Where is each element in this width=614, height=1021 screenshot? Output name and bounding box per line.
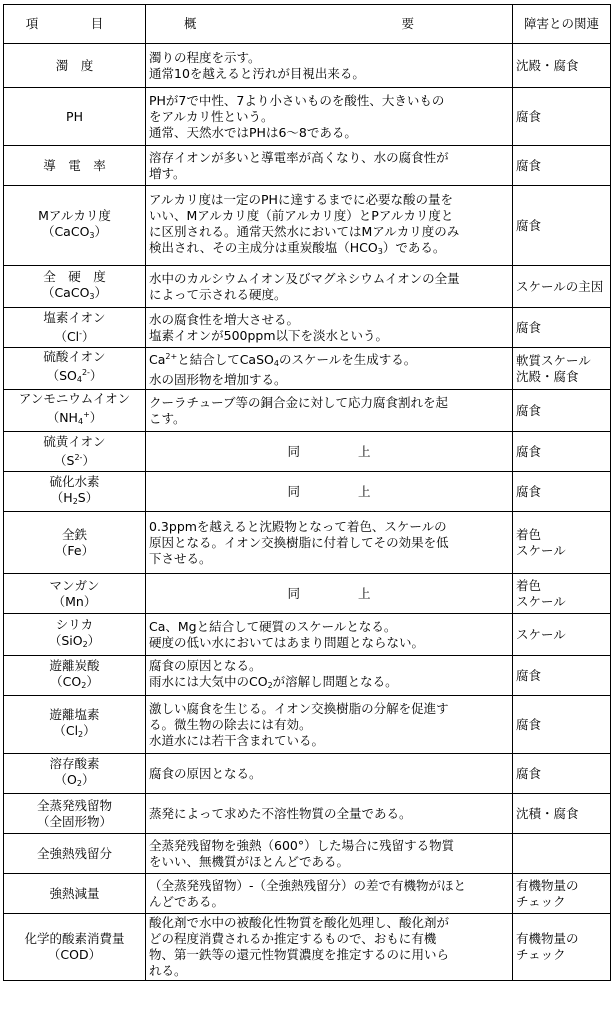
cell-item: 全蒸発残留物 （全固形物） bbox=[4, 794, 146, 834]
cell-item: 全 硬 度 （CaCO$_3$） bbox=[4, 266, 146, 308]
table-row bbox=[4, 696, 611, 754]
cell-harm: 腐食 bbox=[513, 146, 611, 186]
table-row bbox=[4, 794, 611, 834]
cell-summary: 水中のカルシウムイオン及びマグネシウムイオンの全量 によって示される硬度。 bbox=[146, 266, 513, 308]
cell-harm: 有機物量の チェック bbox=[513, 874, 611, 914]
cell-harm: 有機物量の チェック bbox=[513, 914, 611, 981]
cell-summary: 全蒸発残留物を強熱（600°）した場合に残留する物質 をいい、無機質がほとんどである。 bbox=[146, 834, 513, 874]
table-row bbox=[4, 432, 611, 472]
table-header-row bbox=[4, 5, 611, 44]
cell-summary: $Ca^{2+}$と結合してCaSO$_4$のスケールを生成する。 水の固形物を増加する。 bbox=[146, 348, 513, 390]
cell-summary: 同 上 bbox=[146, 574, 513, 614]
cell-summary: 濁りの程度を示す。 通常10を越えると汚れが目視出来る。 bbox=[146, 44, 513, 88]
header-summary: 概 要 bbox=[146, 5, 513, 44]
cell-summary: 溶存イオンが多いと導電率が高くなり、水の腐食性が 増す。 bbox=[146, 146, 513, 186]
table-row bbox=[4, 472, 611, 512]
cell-harm: スケール bbox=[513, 614, 611, 656]
cell-summary: 激しい腐食を生じる。イオン交換樹脂の分解を促進す る。微生物の除去には有効。 水道水には若干含まれている。 bbox=[146, 696, 513, 754]
table-row bbox=[4, 348, 611, 390]
table-row bbox=[4, 874, 611, 914]
cell-summary: （全蒸発残留物）-（全強熱残留分）の差で有機物がほと んどである。 bbox=[146, 874, 513, 914]
cell-harm: 腐食 bbox=[513, 472, 611, 512]
cell-item: 全鉄 （Fe） bbox=[4, 512, 146, 574]
cell-harm: 腐食 bbox=[513, 186, 611, 266]
water-quality-table bbox=[3, 4, 611, 981]
cell-harm: 腐食 bbox=[513, 88, 611, 146]
cell-item: 硫酸イオン $(SO_4^{2-})$ bbox=[4, 348, 146, 390]
table-row bbox=[4, 186, 611, 266]
table-row bbox=[4, 914, 611, 981]
cell-harm: 腐食 bbox=[513, 696, 611, 754]
cell-summary: 同 上 bbox=[146, 432, 513, 472]
cell-item: Mアルカリ度 （CaCO$_3$） bbox=[4, 186, 146, 266]
table-row bbox=[4, 390, 611, 432]
header-relation: 障害との関連 bbox=[513, 5, 611, 44]
cell-item: シリカ （SiO$_2$） bbox=[4, 614, 146, 656]
table-row bbox=[4, 512, 611, 574]
table-row bbox=[4, 88, 611, 146]
cell-summary: 蒸発によって求めた不溶性物質の全量である。 bbox=[146, 794, 513, 834]
cell-harm: スケールの主因 bbox=[513, 266, 611, 308]
table-row bbox=[4, 574, 611, 614]
cell-summary: クーラチューブ等の銅合金に対して応力腐食割れを起 こす。 bbox=[146, 390, 513, 432]
table-row bbox=[4, 834, 611, 874]
cell-harm: 着色 スケール bbox=[513, 512, 611, 574]
cell-item: 溶存酸素 $(O_2)$ bbox=[4, 754, 146, 794]
cell-harm: 軟質スケール 沈殿・腐食 bbox=[513, 348, 611, 390]
cell-summary: 腐食の原因となる。 雨水には大気中の$CO_2$が溶解し問題となる。 bbox=[146, 656, 513, 696]
cell-harm: 腐食 bbox=[513, 432, 611, 472]
cell-harm: 腐食 bbox=[513, 656, 611, 696]
table-row bbox=[4, 614, 611, 656]
table-row bbox=[4, 44, 611, 88]
cell-item: マンガン （Mn） bbox=[4, 574, 146, 614]
table-row bbox=[4, 146, 611, 186]
cell-summary: 腐食の原因となる。 bbox=[146, 754, 513, 794]
cell-harm: 腐食 bbox=[513, 390, 611, 432]
cell-summary: Ca、Mgと結合して硬質のスケールとなる。 硬度の低い水においてはあまり問題とならない。 bbox=[146, 614, 513, 656]
cell-summary: 0.3ppmを越えると沈殿物となって着色、スケールの 原因となる。イオン交換樹脂に付着してその効果を低 下させる。 bbox=[146, 512, 513, 574]
cell-harm: 腐食 bbox=[513, 754, 611, 794]
cell-item: 塩素イオン （Cl-） bbox=[4, 308, 146, 348]
table-row bbox=[4, 656, 611, 696]
table-row bbox=[4, 308, 611, 348]
cell-summary: 同 上 bbox=[146, 472, 513, 512]
cell-harm: 腐食 bbox=[513, 308, 611, 348]
cell-item: 硫化水素 $(H_2S)$ bbox=[4, 472, 146, 512]
cell-summary: 水の腐食性を増大させる。 塩素イオンが500ppm以下を淡水という。 bbox=[146, 308, 513, 348]
cell-item: 強熱減量 bbox=[4, 874, 146, 914]
cell-item: PH bbox=[4, 88, 146, 146]
cell-item: アンモニウムイオン $(NH_4^+)$ bbox=[4, 390, 146, 432]
table-row bbox=[4, 266, 611, 308]
header-item: 項 目 bbox=[4, 5, 146, 44]
cell-item: 化学的酸素消費量 （COD） bbox=[4, 914, 146, 981]
cell-item: 導 電 率 bbox=[4, 146, 146, 186]
table-row bbox=[4, 754, 611, 794]
cell-summary: 酸化剤で水中の被酸化性物質を酸化処理し、酸化剤が どの程度消費されるか推定するもので、おもに有機 物、第一鉄等の還元性物質濃度を推定するのに用いら れる。 bbox=[146, 914, 513, 981]
cell-item: 遊離塩素 $(Cl_2)$ bbox=[4, 696, 146, 754]
cell-summary: PHが7で中性、7より小さいものを酸性、大きいもの をアルカリ性という。 通常、天然水ではPHは6～8である。 bbox=[146, 88, 513, 146]
cell-item: 濁 度 bbox=[4, 44, 146, 88]
cell-summary: アルカリ度は一定のPHに達するまでに必要な酸の量を いい、Mアルカリ度（前アルカリ度）とPアルカリ度と に区別される。通常天然水においてはMアルカリ度のみ 検出され、その主成分は重炭酸塩$(HCO_3)$である。 bbox=[146, 186, 513, 266]
cell-harm: 沈積・腐食 bbox=[513, 794, 611, 834]
cell-item: 遊離炭酸 $(CO_2)$ bbox=[4, 656, 146, 696]
cell-item: 全強熱残留分 bbox=[4, 834, 146, 874]
cell-harm: 沈殿・腐食 bbox=[513, 44, 611, 88]
cell-harm: 着色 スケール bbox=[513, 574, 611, 614]
cell-harm bbox=[513, 834, 611, 874]
cell-item: 硫黄イオン $(S^{2-})$ bbox=[4, 432, 146, 472]
